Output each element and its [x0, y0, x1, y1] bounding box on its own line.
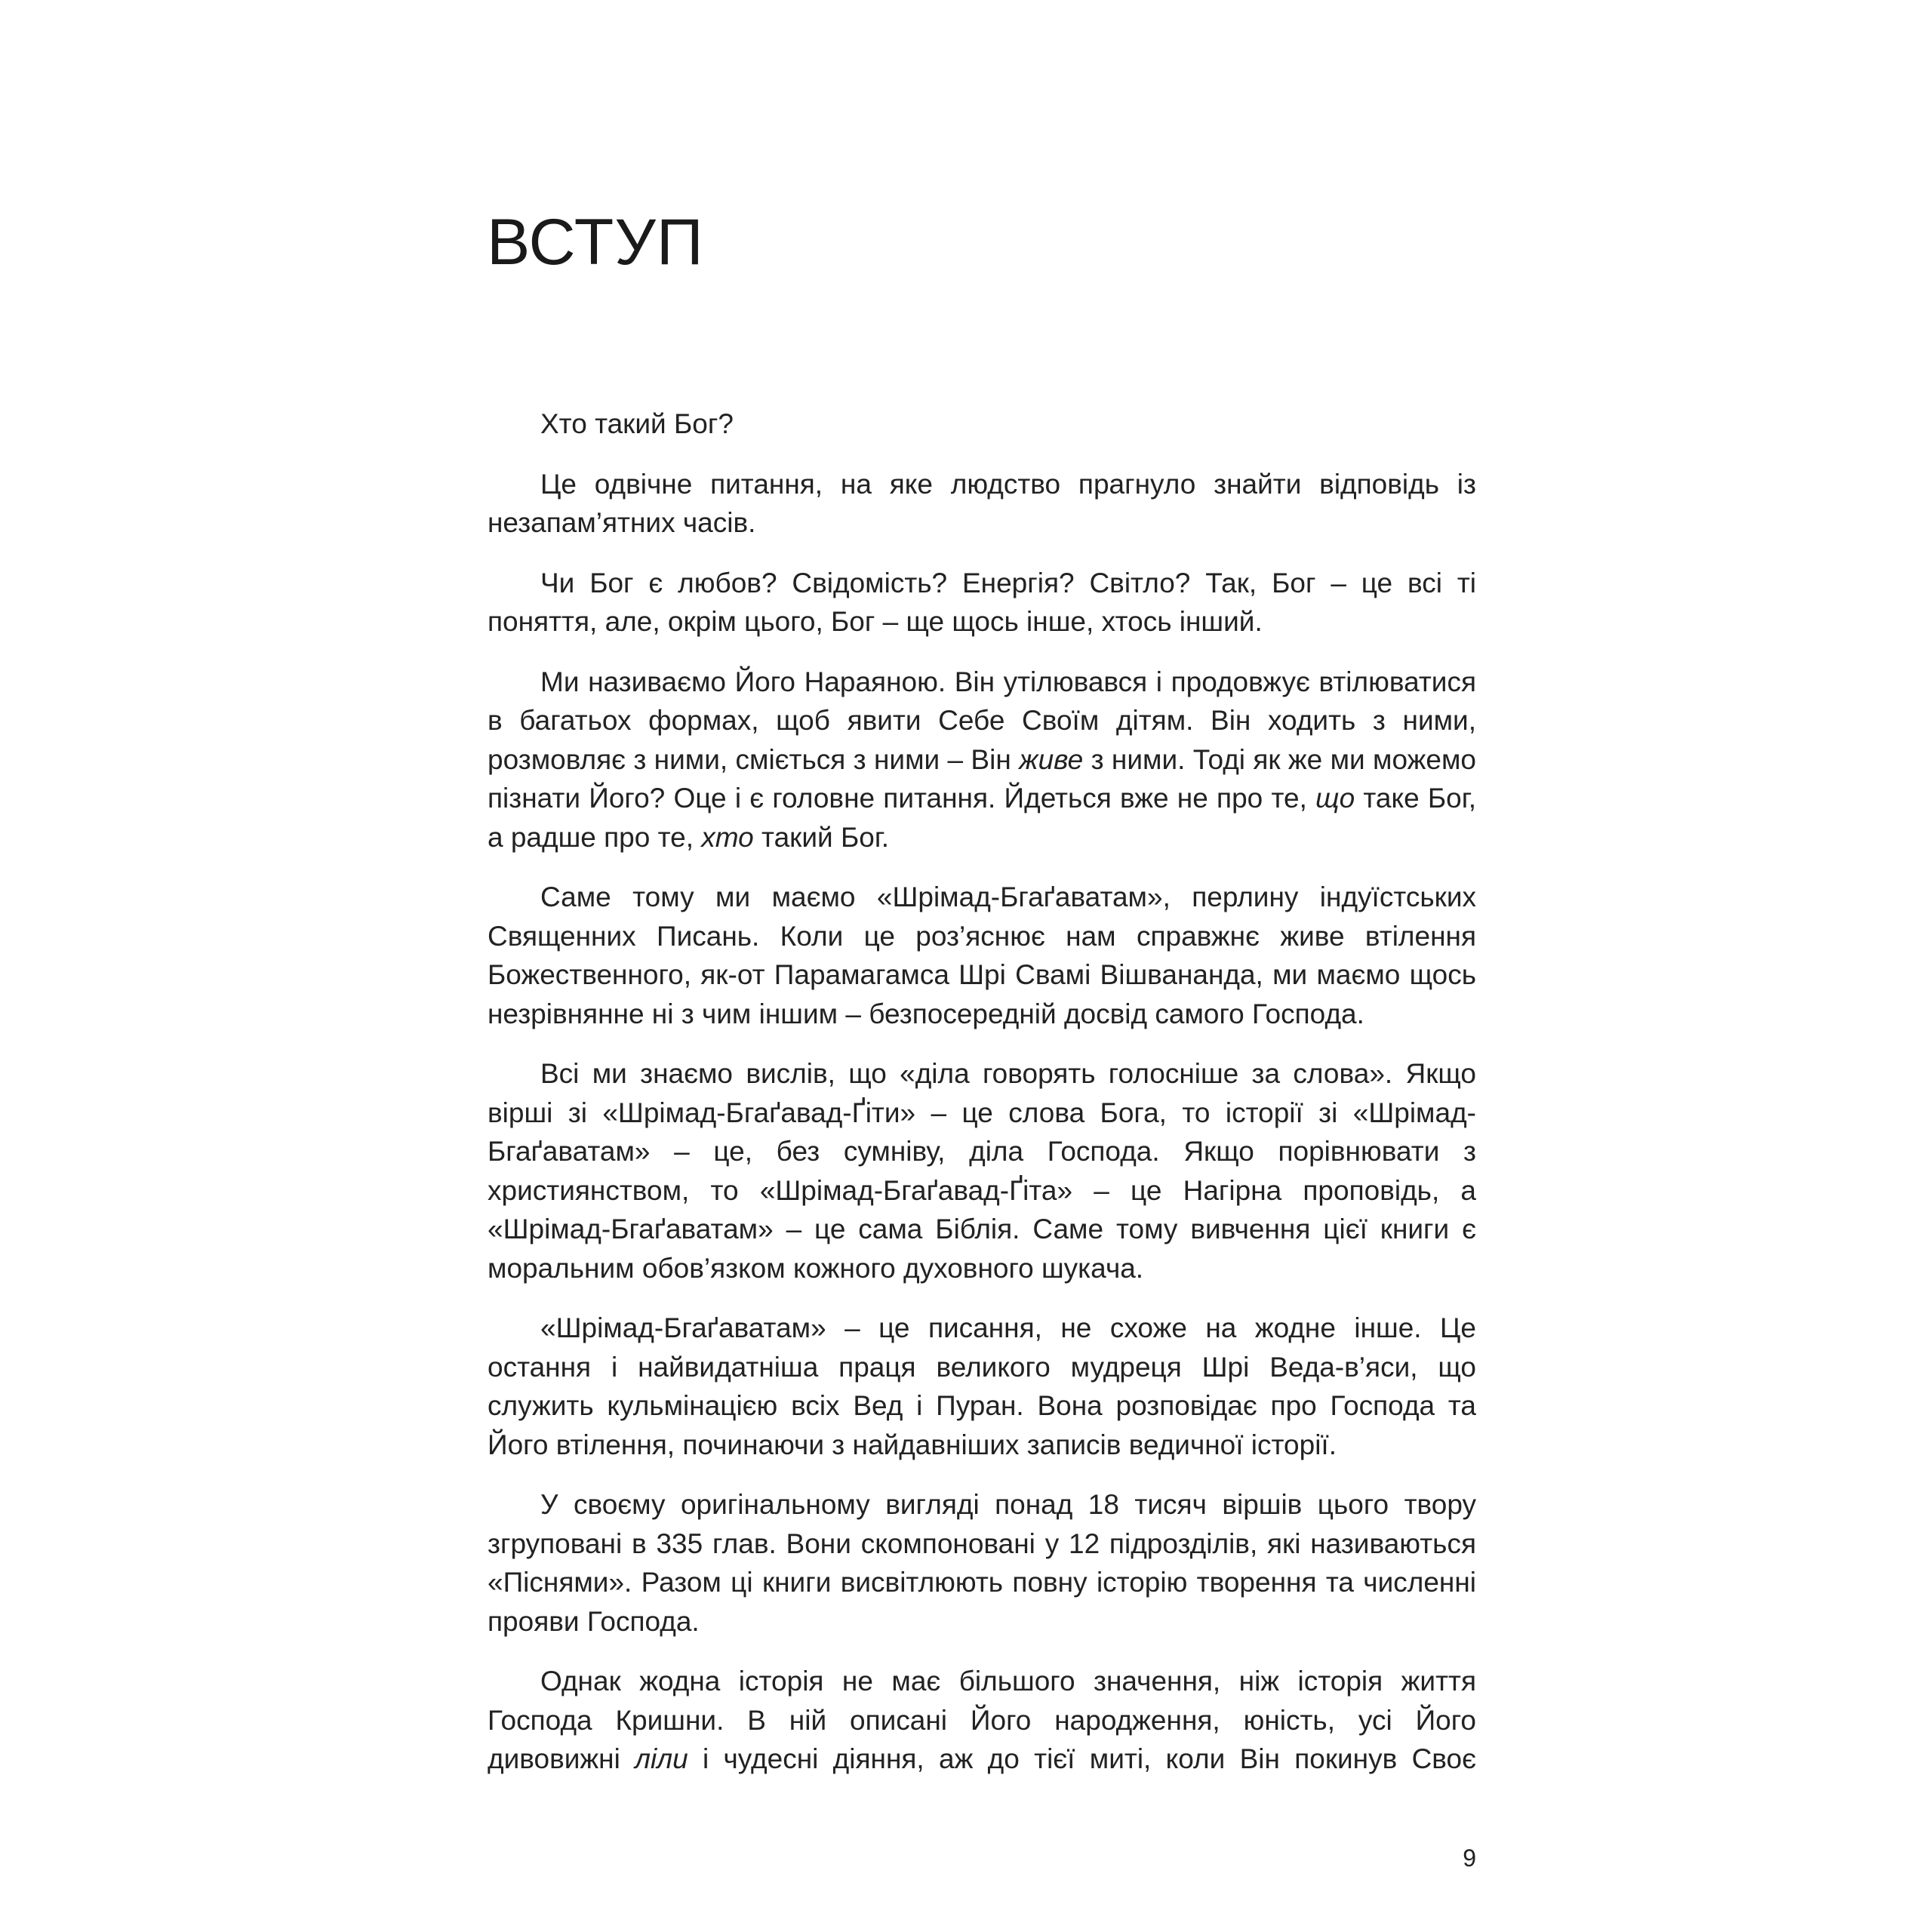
body-text [488, 405, 1476, 1800]
paragraph-4-emphasis-khto: хто [701, 821, 754, 853]
paragraph-9-part-a: Однак жодна історія не має більшого значення, ніж історія життя Господа Кришни. В ній описані Його народження, юність, усі Його дивовижні [488, 1666, 1476, 1774]
paragraph-4-part-b: з ними. Тоді як же ми можемо пізнати Його? Оце і є головне питання. Йдеться вже не про те, [488, 743, 1476, 814]
page-number: 9 [1463, 1844, 1476, 1872]
paragraph-9-part-b: і чудесні діяння, аж до тієї миті, коли Він покинув Своє [688, 1743, 1476, 1774]
paragraph-6: Всі ми знаємо вислів, що «діла говорять голосніше за слова». Якщо вірші зі «Шрімад-Бгаґавад-Ґіти» – це слова Бога, то історії зі «Шрімад-Бгаґаватам» – це, без сумніву, діла Господа. Якщо порівнювати з християнством, то «Шрімад-Бгаґавад-Ґіта» – це Нагірна проповідь, а «Шрімад-Бгаґаватам» – це сама Біблія. Саме тому вивчення цієї книги є моральним обов’язком кожного духовного шукача. [488, 1058, 1476, 1284]
paragraph-4-part-a: Ми називаємо Його Нараяною. Він утілювався і продовжує втілюватися в багатьох формах, щоб явити Себе Своїм дітям. Він ходить з ними, розмовляє з ними, сміється з ними – Він [488, 666, 1476, 775]
paragraph-4-emphasis-zhyve: живе [1019, 743, 1084, 775]
paragraph-3: Чи Бог є любов? Свідомість? Енергія? Світло? Так, Бог – це всі ті поняття, але, окрім цього, Бог – ще щось інше, хтось інший. [488, 567, 1476, 637]
paragraph-2: Це одвічне питання, на яке людство прагнуло знайти відповідь із незапам’ятних часів. [488, 468, 1476, 538]
paragraph-7: «Шрімад-Бгаґаватам» – це писання, не схоже на жодне інше. Це остання і найвидатніша праця великого мудреця Шрі Веда-в’яси, що служить кульмінацією всіх Вед і Пуран. Вона розповідає про Господа та Його втілення, починаючи з найдавніших записів ведичної історії. [488, 1312, 1476, 1460]
paragraph-4-emphasis-shcho: що [1315, 783, 1355, 814]
paragraph-1: Хто такий Бог? [540, 408, 734, 439]
paragraph-9 [488, 1662, 1476, 1779]
paragraph-4-part-d: такий Бог. [753, 821, 890, 853]
paragraph-9-emphasis-lily: ліли [635, 1743, 688, 1774]
paragraph-5: Саме тому ми маємо «Шрімад-Бгаґаватам», перлину індуїстських Священних Писань. Коли це роз’яснює нам справжнє живе втілення Божественного, як-от Парамагамса Шрі Свамі Вішвананда, ми маємо щось незрівнянне ні з чим іншим – безпосередній досвід самого Господа. [488, 881, 1476, 1029]
chapter-title: ВСТУП [487, 206, 704, 278]
paragraph-4 [488, 663, 1476, 857]
paragraph-8: У своєму оригінальному вигляді понад 18 тисяч віршів цього твору згруповані в 335 глав. Вони скомпоновані у 12 підрозділів, які називаються «Піснями». Разом ці книги висвітлюють повну історію творення та численні прояви Господа. [488, 1489, 1476, 1637]
paragraph-4-part-c: таке Бог, а радше про те, [488, 783, 1477, 853]
